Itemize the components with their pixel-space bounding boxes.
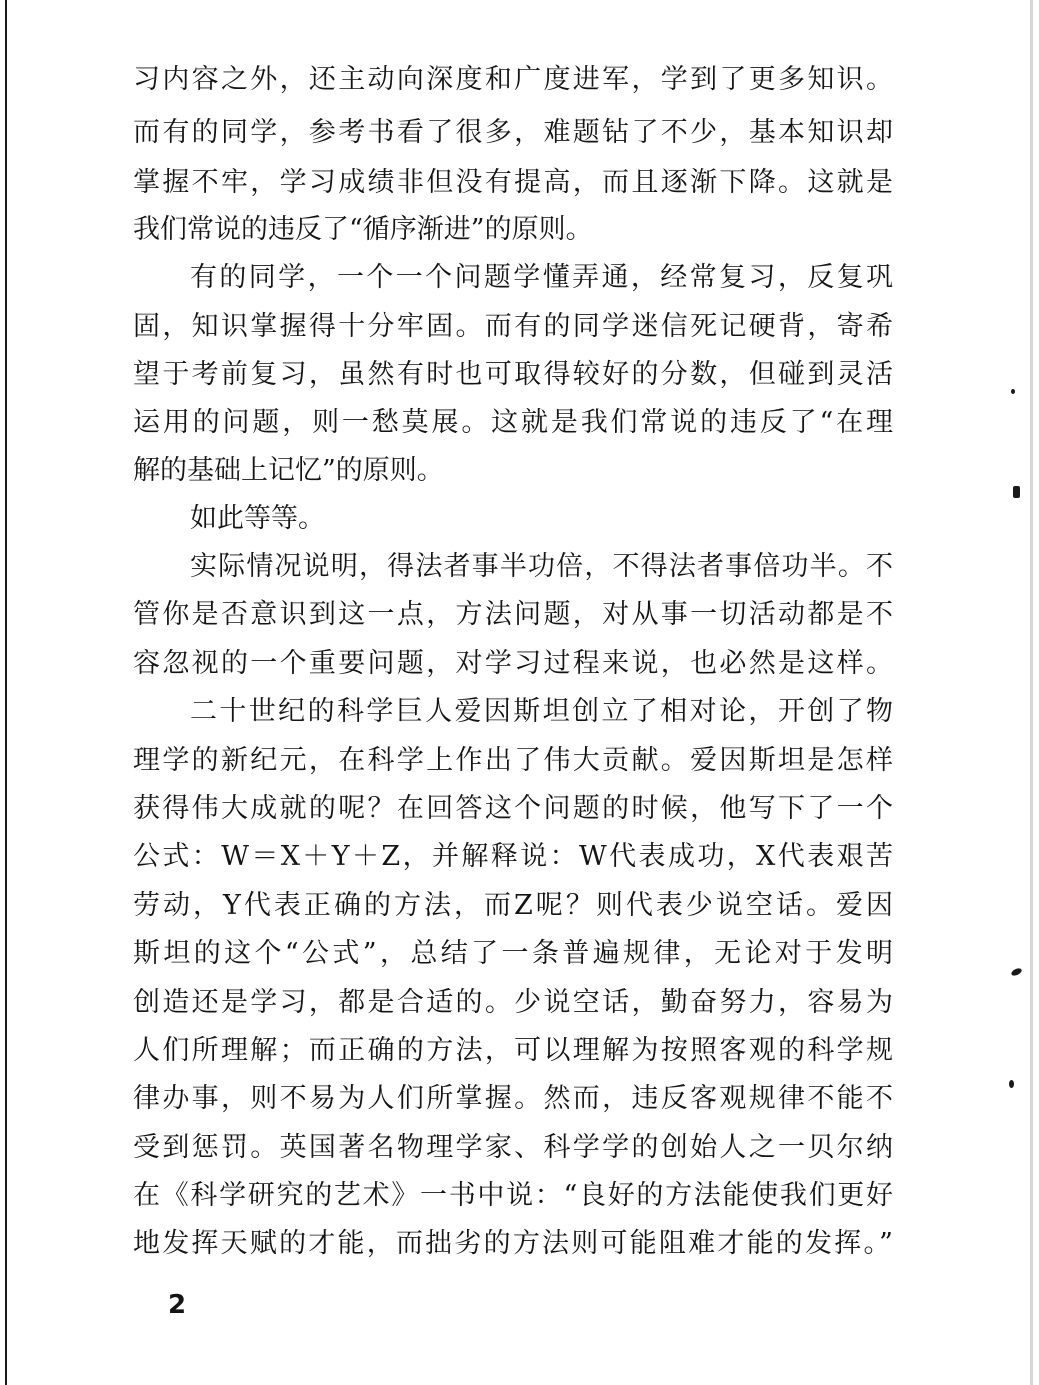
scan-speck bbox=[1010, 967, 1023, 977]
text-line: 律办事，则不易为人们所掌握。然而，违反客观规律不能不 bbox=[133, 1083, 893, 1114]
scan-right-edge bbox=[1030, 0, 1033, 1385]
text-line: 望于考前复习，虽然有时也可取得较好的分数，但碰到灵活 bbox=[133, 359, 893, 390]
text-line: 固，知识掌握得十分牢固。而有的同学迷信死记硬背，寄希 bbox=[133, 311, 893, 342]
text-line: 公式：W＝X＋Y＋Z，并解释说：W代表成功，X代表艰苦 bbox=[133, 841, 893, 872]
text-line: 获得伟大成就的呢？在回答这个问题的时候，他写下了一个 bbox=[133, 793, 893, 824]
text-line: 解的基础上记忆”的原则。 bbox=[133, 455, 444, 486]
text-line: 运用的问题，则一愁莫展。这就是我们常说的违反了“在理 bbox=[133, 407, 893, 438]
text-line: 容忽视的一个重要问题，对学习过程来说，也必然是这样。 bbox=[133, 648, 893, 679]
text-line: 受到惩罚。英国著名物理学家、科学学的创始人之一贝尔纳 bbox=[133, 1132, 893, 1163]
text-line: 而有的同学，参考书看了很多，难题钻了不少，基本知识却 bbox=[133, 117, 893, 148]
paragraph-start-line: 如此等等。 bbox=[190, 503, 325, 534]
text-line: 在《科学研究的艺术》一书中说：“良好的方法能使我们更好 bbox=[133, 1180, 893, 1211]
text-line: 掌握不牢，学习成绩非但没有提高，而且逐渐下降。这就是 bbox=[133, 167, 893, 198]
text-line: 习内容之外，还主动向深度和广度进军，学到了更多知识。 bbox=[133, 64, 893, 95]
scan-left-edge bbox=[5, 0, 7, 1385]
page-number: 2 bbox=[168, 1290, 187, 1320]
paragraph-start-line: 二十世纪的科学巨人爱因斯坦创立了相对论，开创了物 bbox=[190, 696, 893, 727]
text-line: 地发挥天赋的才能，而拙劣的方法则可能阻难才能的发挥。” bbox=[133, 1228, 893, 1259]
text-line: 理学的新纪元，在科学上作出了伟大贡献。爱因斯坦是怎样 bbox=[133, 745, 893, 776]
text-line: 管你是否意识到这一点，方法问题，对从事一切活动都是不 bbox=[133, 599, 893, 630]
text-line: 劳动，Y代表正确的方法，而Z呢？则代表少说空话。爱因 bbox=[133, 890, 893, 921]
text-line: 我们常说的违反了“循序渐进”的原则。 bbox=[133, 214, 593, 245]
scan-speck bbox=[1013, 486, 1020, 498]
text-line: 创造还是学习，都是合适的。少说空话，勤奋努力，容易为 bbox=[133, 987, 893, 1018]
text-line: 斯坦的这个“公式”，总结了一条普遍规律，无论对于发明 bbox=[133, 938, 893, 969]
scan-speck bbox=[1011, 389, 1015, 394]
paragraph-start-line: 有的同学，一个一个问题学懂弄通，经常复习，反复巩 bbox=[190, 262, 893, 293]
paragraph-start-line: 实际情况说明，得法者事半功倍，不得法者事倍功半。不 bbox=[190, 551, 893, 582]
scan-speck bbox=[1009, 1080, 1014, 1088]
text-line: 人们所理解；而正确的方法，可以理解为按照客观的科学规 bbox=[133, 1035, 893, 1066]
